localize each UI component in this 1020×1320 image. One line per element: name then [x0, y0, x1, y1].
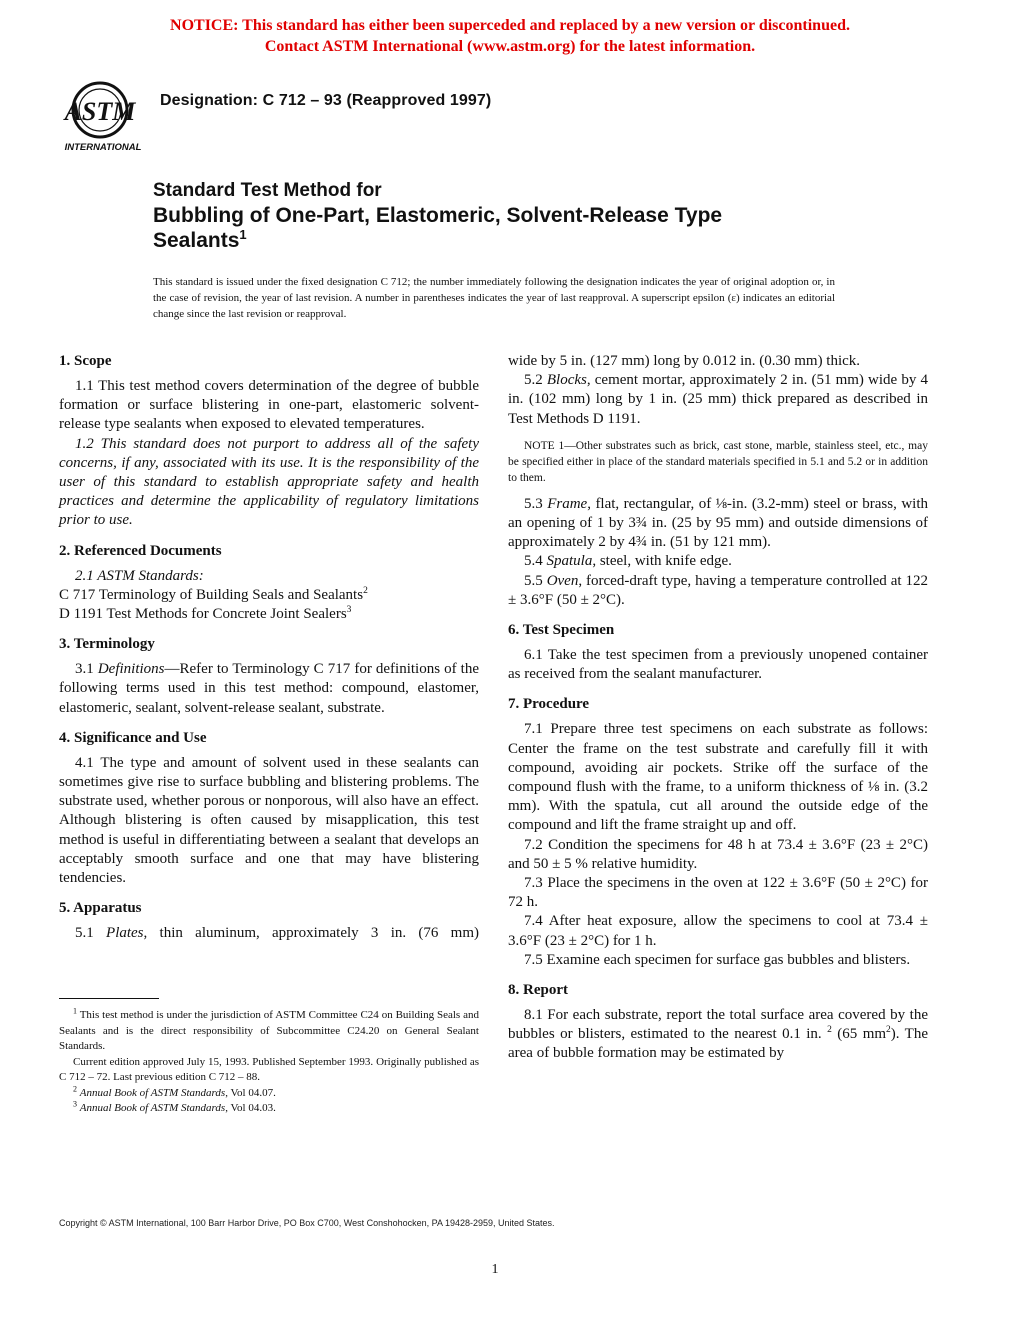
footnote-mark-2: 2: [363, 585, 368, 596]
section-heading-procedure: 7. Procedure: [508, 696, 590, 713]
paragraph-5-1a: [59, 924, 479, 943]
paragraph-5-5: [508, 572, 928, 610]
footnote-text: , Vol 04.07.: [225, 1086, 276, 1099]
footnote-title: Annual Book of ASTM Standards: [79, 1086, 226, 1099]
paragraph-3-1: [59, 660, 479, 718]
footnote-1: [59, 1008, 479, 1055]
right-column: [508, 352, 928, 1064]
page-number: 1: [491, 1262, 499, 1277]
term-oven: Oven: [546, 572, 579, 589]
term-definitions: Definitions: [97, 661, 165, 678]
section-heading-scope: 1. Scope: [59, 353, 112, 369]
paragraph-8-1: [508, 1006, 928, 1064]
issued-note: This standard is issued under the fixed designation C 712; the number immediately following the designation indicates the year of original adoption or, in the case of revision, the year of last revision. A number in parentheses indicates the year of last reapproval. A superscript epsilon (ε) indicates an editorial change since the last revision or reapproval.: [153, 276, 835, 320]
term-plates: Plates: [106, 925, 144, 942]
paragraph-label: 5.3: [524, 495, 548, 512]
logo-text: ASTM: [64, 97, 136, 126]
paragraph-1-1: 1.1 This test method covers determination of the degree of bubble formation or surface blistering in one-part, elastomeric solvent-release type sealants when exposed to elevated temperatures.: [59, 378, 479, 433]
footnote-mark-3: 3: [346, 605, 352, 616]
paragraph-label: 5.5: [524, 572, 547, 589]
footnote-3: [59, 1101, 479, 1117]
reference-d1191-text: D 1191 Test Methods for Concrete Joint Sealers: [59, 606, 347, 623]
section-heading-terminology: 3. Terminology: [59, 636, 155, 653]
document-title: [153, 178, 913, 253]
footnote-divider: [59, 998, 159, 999]
paragraph-7-1: 7.1 Prepare three test specimens on each substrate as follows: Center the frame on the test substrate and carefully fill it with compound, avoiding air pockets. Strike off the surface of the compound flush with the frame, to a uniform thickness of ⅛ in. (3.2 mm). With the spatula, cut all around the outside edge of the compound and lift the frame straight up and off.: [508, 721, 928, 834]
note-1: NOTE 1—Other substrates such as brick, cast stone, marble, stainless steel, etc., may be specified either in place of the standard materials specified in 5.1 and 5.2 or in addition to them.: [508, 439, 928, 484]
paragraph-5-1b: wide by 5 in. (127 mm) long by 0.012 in. (0.30 mm) thick.: [508, 353, 861, 369]
paragraph-5-3: [508, 495, 928, 553]
term-spatula: Spatula: [546, 553, 593, 570]
paragraph-label: 5.4: [524, 553, 547, 570]
paragraph-label: 3.1: [75, 661, 98, 678]
logo-caption: INTERNATIONAL: [64, 142, 142, 153]
footnote-title: Annual Book of ASTM Standards: [79, 1102, 226, 1114]
footnote-mark: 2: [73, 1083, 77, 1093]
paragraph-text: (65 mm: [831, 1026, 887, 1043]
notice-line-2: Contact ASTM International (www.astm.org) for the latest information.: [264, 38, 756, 55]
superscript: 2: [886, 1025, 891, 1036]
term-blocks: Blocks: [546, 372, 587, 389]
section-heading-significance: 4. Significance and Use: [59, 729, 207, 746]
title-line-1: Standard Test Method for: [153, 180, 382, 201]
footnote-1-continued: Current edition approved July 15, 1993. Published September 1993. Originally published as C 712 – 72. Last previous edition C 712 – 88.: [59, 1055, 479, 1083]
paragraph-5-4: [508, 552, 928, 571]
section-heading-apparatus: 5. Apparatus: [59, 900, 142, 917]
copyright: Copyright © ASTM International, 100 Barr Harbor Drive, PO Box C700, West Conshohocken, PA 19428-2959, United States.: [59, 1218, 555, 1228]
paragraph-text: —Refer to Terminology C 717 for definitions of the following terms used in this test method: compound, elastomer, elastomeric, sealant, solvent-release sealant, substrate.: [59, 661, 480, 716]
paragraph-7-3: 7.3 Place the specimens in the oven at 122 ± 3.6°F (50 ± 2°C) for 72 h.: [508, 875, 928, 911]
section-heading-specimen: 6. Test Specimen: [508, 622, 615, 639]
paragraph-2-1-text: 2.1 ASTM Standards:: [75, 567, 204, 584]
paragraph-7-4: 7.4 After heat exposure, allow the specimens to cool at 73.4 ± 3.6°F (23 ± 2°C) for 1 h.: [508, 913, 928, 949]
paragraph-label: 5.2: [524, 372, 547, 389]
astm-logo: [60, 80, 146, 154]
paragraph-7-5: 7.5 Examine each specimen for surface gas bubbles and blisters.: [524, 951, 911, 968]
left-column: [59, 352, 479, 943]
paragraph-text: , cement mortar, approximately 2 in. (51 mm) wide by 4 in. (102 mm) long by 1 in. (25 mm) thick prepared as described in Test Methods D 1191.: [508, 372, 928, 427]
section-heading-report: 8. Report: [508, 982, 568, 999]
paragraph-2-1: [59, 567, 479, 586]
astm-logo-icon: [60, 80, 146, 154]
notice-line-1: NOTICE: This standard has either been superceded and replaced by a new version or discontinued.: [170, 17, 850, 34]
footnote-2: [59, 1083, 479, 1102]
paragraph-4-1: 4.1 The type and amount of solvent used in these sealants can sometimes give rise to surface bubbling and blistering problems. The substrate used, whether porous or nonporous, will also have an effect. Although blistering is often caused by misapplication, this test method is useful in differentiating between a sealant that develops an acceptably smooth surface and one that may have blistering tendencies.: [59, 754, 479, 887]
reference-c717: [59, 586, 479, 605]
paragraph-5-2: [508, 371, 928, 429]
title-footnote-mark: 1: [239, 227, 247, 242]
paragraph-1-2: 1.2 This standard does not purport to address all of the safety concerns, if any, associated with its use. It is the responsibility of the user of this standard to establish appropriate safety and health practices and determine the applicability of regulatory limitations prior to use.: [59, 435, 479, 529]
designation: Designation: C 712 – 93 (Reapproved 1997): [160, 92, 492, 109]
section-heading-referenced: 2. Referenced Documents: [59, 542, 222, 559]
footnote-mark: 3: [73, 1099, 77, 1109]
paragraph-text: , forced-draft type, having a temperature controlled at 122 ± 3.6°F (50 ± 2°C).: [508, 572, 929, 608]
footnote-mark: 1: [73, 1006, 77, 1016]
reference-c717-text: C 717 Terminology of Building Seals and Sealants: [59, 586, 364, 603]
paragraph-text: , flat, rectangular, of ⅛-in. (3.2-mm) steel or brass, with an opening of 1 by 3¾ in. (25 by 95 mm) and outside dimensions of approximately 2 by 4¾ in. (51 by 121 mm).: [508, 495, 928, 551]
footnote-text: This test method is under the jurisdiction of ASTM Committee C24 on Building Seals and Sealants and is the direct responsibility of Subcommittee C24.20 on General Sealant Standards.: [59, 1009, 479, 1052]
paragraph-label: 5.1: [75, 925, 107, 942]
title-line-2: Bubbling of One-Part, Elastomeric, Solvent-Release Type: [153, 204, 723, 227]
term-frame: Frame: [547, 495, 588, 512]
paragraph-text: , thin aluminum, approximately 3 in. (76 mm): [143, 925, 480, 942]
paragraph-7-2: 7.2 Condition the specimens for 48 h at 73.4 ± 3.6°F (23 ± 2°C) and 50 ± 5 % relative humidity.: [508, 836, 928, 872]
paragraph-text: , steel, with knife edge.: [592, 553, 732, 570]
footnote-text: , Vol 04.03.: [225, 1102, 276, 1114]
title-line-3: Sealants: [153, 229, 240, 252]
reference-d1191: [59, 605, 479, 624]
footnotes: [59, 1008, 479, 1117]
superscript: 2: [827, 1025, 832, 1036]
paragraph-text: ). The area of bubble formation may be estimated by: [508, 1026, 928, 1062]
paragraph-6-1: 6.1 Take the test specimen from a previously unopened container as received from the sealant manufacturer.: [508, 647, 928, 683]
paragraph-text: 8.1 For each substrate, report the total surface area covered by the bubbles or blisters, estimated to the nearest 0.1 in.: [508, 1007, 928, 1043]
